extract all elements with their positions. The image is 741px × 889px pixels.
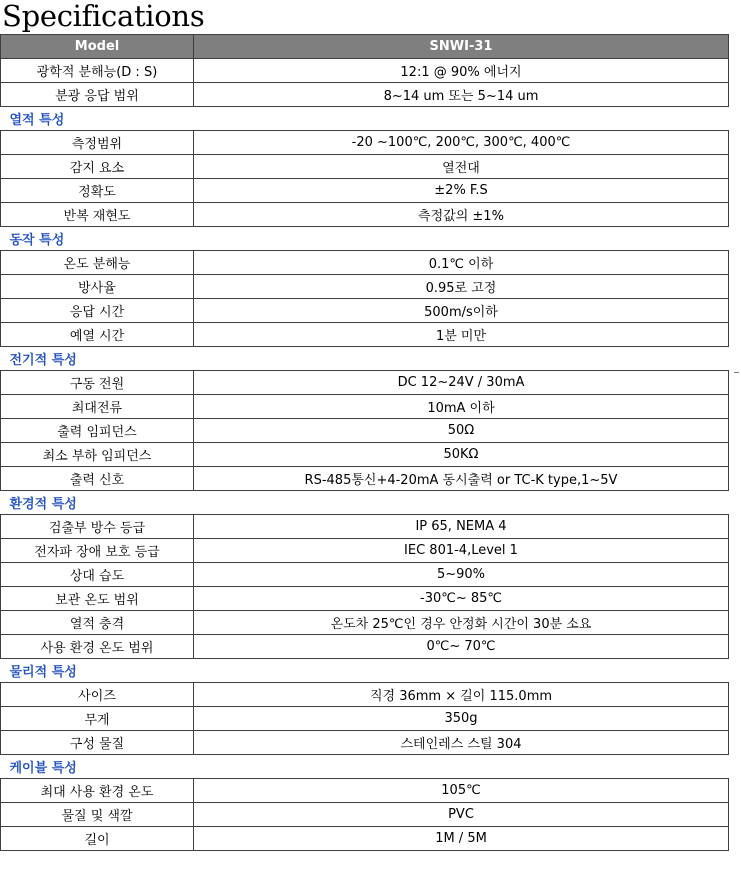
spec-label-cell: 최소 부하 임피던스 bbox=[1, 443, 194, 467]
spec-value-cell: 500m/s이하 bbox=[194, 299, 729, 323]
table-row bbox=[1, 275, 729, 299]
table-row bbox=[1, 635, 729, 659]
spec-table bbox=[0, 34, 729, 851]
spec-value-cell: IEC 801-4,Level 1 bbox=[194, 539, 729, 563]
section-heading: 열적 특성 bbox=[9, 113, 65, 128]
table-row bbox=[1, 131, 729, 155]
spec-value-cell: 50Ω bbox=[194, 419, 729, 443]
spec-value-cell: 1분 미만 bbox=[194, 323, 729, 347]
spec-label-cell: 출력 임피던스 bbox=[1, 419, 194, 443]
spec-value-cell: 12:1 @ 90% 에너지 bbox=[194, 59, 729, 83]
spec-value-cell: 0.1℃ 이하 bbox=[194, 251, 729, 275]
spec-value-cell: 8~14 um 또는 5~14 um bbox=[194, 83, 729, 107]
spec-label-cell: 무게 bbox=[1, 707, 194, 731]
spec-value-cell: 5~90% bbox=[194, 563, 729, 587]
section-row bbox=[1, 227, 729, 251]
spec-value-cell: 0.95로 고정 bbox=[194, 275, 729, 299]
table-row bbox=[1, 155, 729, 179]
table-row bbox=[1, 611, 729, 635]
spec-label-cell: 구성 물질 bbox=[1, 731, 194, 755]
section-heading: 물리적 특성 bbox=[9, 665, 77, 680]
spec-value-cell: 10mA 이하 bbox=[194, 395, 729, 419]
table-row bbox=[1, 203, 729, 227]
header-value-cell: SNWI-31 bbox=[194, 35, 729, 59]
spec-label-cell: 전자파 장애 보호 등급 bbox=[1, 539, 194, 563]
spec-label-cell: 반복 재현도 bbox=[1, 203, 194, 227]
spec-value-cell: 0℃~ 70℃ bbox=[194, 635, 729, 659]
spec-label-cell: 응답 시간 bbox=[1, 299, 194, 323]
section-row bbox=[1, 491, 729, 515]
spec-value-cell: 직경 36mm × 길이 115.0mm bbox=[194, 683, 729, 707]
section-row bbox=[1, 659, 729, 683]
spec-label-cell: 사이즈 bbox=[1, 683, 194, 707]
spec-label-cell: 온도 분해능 bbox=[1, 251, 194, 275]
table-row bbox=[1, 731, 729, 755]
spec-value-cell: -20 ~100℃, 200℃, 300℃, 400℃ bbox=[194, 131, 729, 155]
table-row bbox=[1, 803, 729, 827]
table-row bbox=[1, 83, 729, 107]
spec-value-cell: -30℃~ 85℃ bbox=[194, 587, 729, 611]
spec-label-cell: 측정범위 bbox=[1, 131, 194, 155]
table-row bbox=[1, 683, 729, 707]
section-row bbox=[1, 107, 729, 131]
spec-label-cell: 열적 충격 bbox=[1, 611, 194, 635]
spec-value-cell: DC 12~24V / 30mA bbox=[194, 371, 729, 395]
spec-table-body bbox=[1, 59, 729, 851]
table-row bbox=[1, 827, 729, 851]
table-row bbox=[1, 443, 729, 467]
table-row bbox=[1, 467, 729, 491]
table-row bbox=[1, 251, 729, 275]
spec-value-cell: 온도차 25℃인 경우 안정화 시간이 30분 소요 bbox=[194, 611, 729, 635]
spec-value-cell: 350g bbox=[194, 707, 729, 731]
spec-value-cell: ±2% F.S bbox=[194, 179, 729, 203]
table-row bbox=[1, 395, 729, 419]
spec-label-cell: 보관 온도 범위 bbox=[1, 587, 194, 611]
edge-tick-mark bbox=[734, 372, 739, 373]
section-heading: 환경적 특성 bbox=[9, 497, 77, 512]
table-row bbox=[1, 371, 729, 395]
table-header-row bbox=[1, 35, 729, 59]
spec-label-cell: 구동 전원 bbox=[1, 371, 194, 395]
section-row bbox=[1, 347, 729, 371]
spec-label-cell: 광학적 분해능(D : S) bbox=[1, 59, 194, 83]
spec-label-cell: 예열 시간 bbox=[1, 323, 194, 347]
page-title: Specifications bbox=[2, 0, 205, 33]
spec-value-cell: 스테인레스 스틸 304 bbox=[194, 731, 729, 755]
table-row bbox=[1, 707, 729, 731]
section-row bbox=[1, 755, 729, 779]
table-row bbox=[1, 59, 729, 83]
spec-label-cell: 방사율 bbox=[1, 275, 194, 299]
spec-label-cell: 상대 습도 bbox=[1, 563, 194, 587]
section-heading: 케이블 특성 bbox=[9, 761, 77, 776]
spec-label-cell: 최대전류 bbox=[1, 395, 194, 419]
header-label-cell: Model bbox=[1, 35, 194, 59]
table-row bbox=[1, 563, 729, 587]
spec-value-cell: RS-485통신+4-20mA 동시출력 or TC-K type,1~5V bbox=[194, 467, 729, 491]
spec-label-cell: 감지 요소 bbox=[1, 155, 194, 179]
table-row bbox=[1, 179, 729, 203]
table-row bbox=[1, 539, 729, 563]
spec-value-cell: 열전대 bbox=[194, 155, 729, 179]
spec-value-cell: 1M / 5M bbox=[194, 827, 729, 851]
spec-label-cell: 물질 및 색깔 bbox=[1, 803, 194, 827]
spec-value-cell: 측정값의 ±1% bbox=[194, 203, 729, 227]
spec-value-cell: IP 65, NEMA 4 bbox=[194, 515, 729, 539]
spec-label-cell: 출력 신호 bbox=[1, 467, 194, 491]
spec-value-cell: 105℃ bbox=[194, 779, 729, 803]
table-row bbox=[1, 323, 729, 347]
spec-label-cell: 길이 bbox=[1, 827, 194, 851]
spec-value-cell: 50KΩ bbox=[194, 443, 729, 467]
spec-label-cell: 최대 사용 환경 온도 bbox=[1, 779, 194, 803]
spec-label-cell: 검출부 방수 등급 bbox=[1, 515, 194, 539]
table-row bbox=[1, 587, 729, 611]
table-row bbox=[1, 515, 729, 539]
table-row bbox=[1, 779, 729, 803]
spec-label-cell: 정확도 bbox=[1, 179, 194, 203]
table-row bbox=[1, 299, 729, 323]
spec-label-cell: 사용 환경 온도 범위 bbox=[1, 635, 194, 659]
table-row bbox=[1, 419, 729, 443]
spec-label-cell: 분광 응답 범위 bbox=[1, 83, 194, 107]
section-heading: 동작 특성 bbox=[9, 233, 65, 248]
section-heading: 전기적 특성 bbox=[9, 353, 77, 368]
spec-value-cell: PVC bbox=[194, 803, 729, 827]
